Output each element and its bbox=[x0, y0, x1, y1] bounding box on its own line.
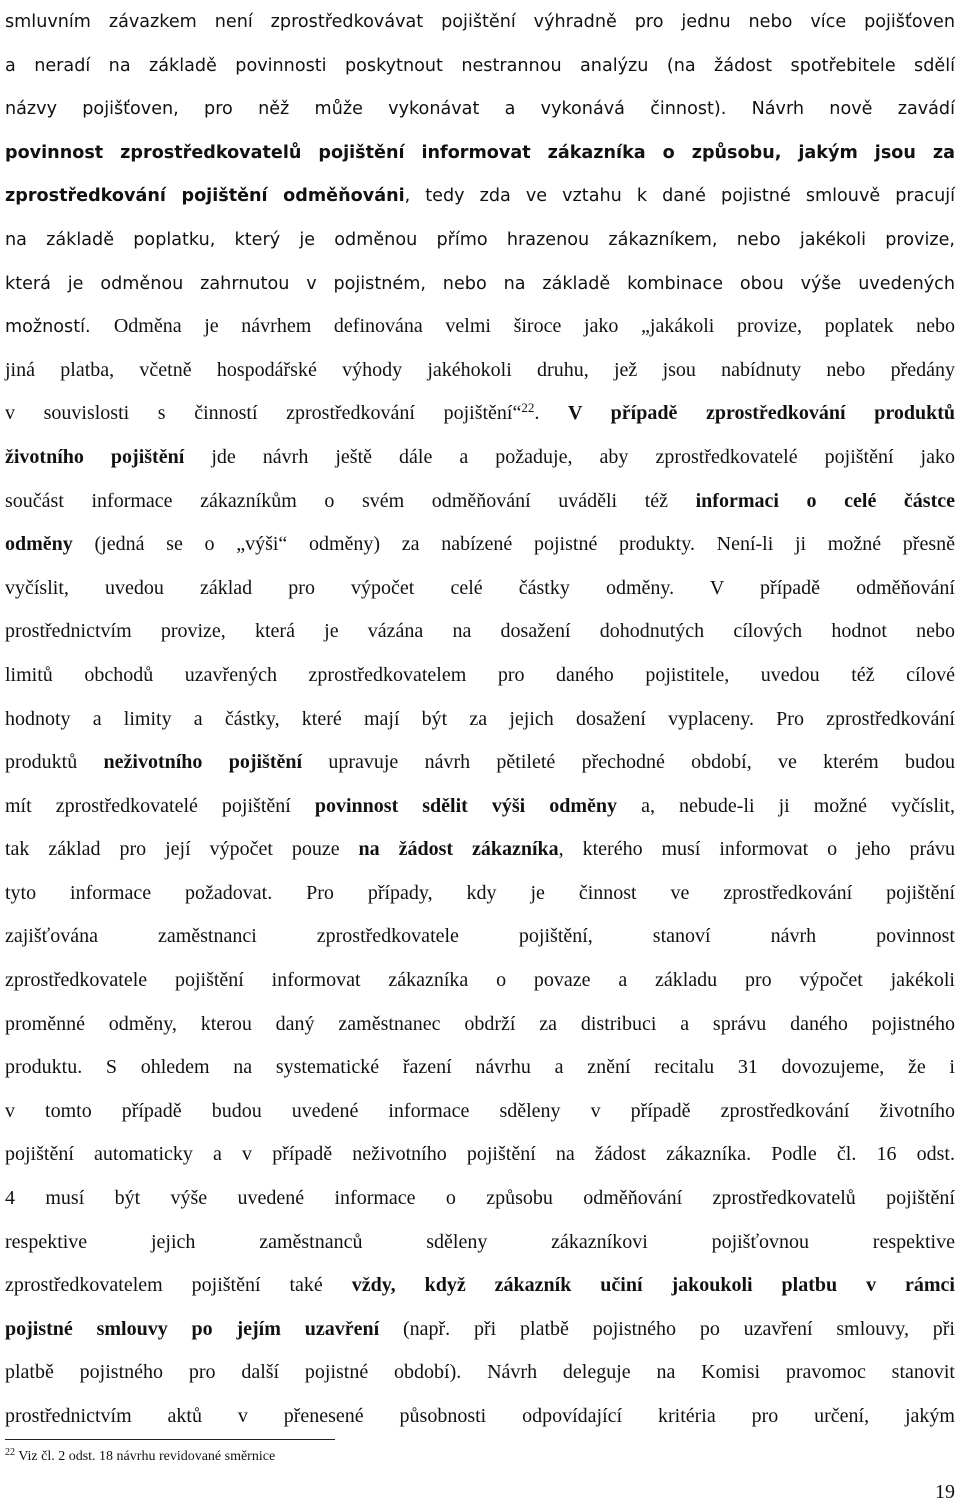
text-line bbox=[5, 1090, 955, 1134]
text-run: , tedy zda ve vztahu k dané pojistné smlouvě pracují bbox=[404, 186, 956, 207]
text-line bbox=[5, 872, 955, 916]
footnote bbox=[5, 1448, 275, 1466]
text-run: (např. při platbě pojistného po uzavření smlouvy, při bbox=[379, 1317, 955, 1340]
footnote-marker: 22 bbox=[5, 1447, 15, 1458]
text-line bbox=[5, 44, 955, 88]
text-line bbox=[5, 1133, 955, 1177]
body-text bbox=[5, 0, 955, 1439]
text-run: respektive jejich zaměstnanců sděleny zákazníkovi pojišťovnou respektive bbox=[5, 1230, 955, 1253]
text-line bbox=[5, 131, 955, 175]
bold-text: pojistné smlouvy po jejím uzavření bbox=[5, 1317, 380, 1340]
text-run: v souvislosti s činností zprostředkování pojištění“ bbox=[5, 402, 522, 425]
footnote-separator bbox=[5, 1439, 335, 1440]
text-run: která je odměnou zahrnutou v pojistném, nebo na základě kombinace obou výše uvedených bbox=[5, 273, 955, 294]
text-line bbox=[5, 741, 955, 785]
text-run: prostřednictvím provize, která je vázána na dosažení dohodnutých cílových hodnot nebo bbox=[5, 620, 955, 643]
text-line bbox=[5, 305, 955, 349]
text-run: možností. bbox=[5, 317, 114, 338]
bold-text: V případě zprostředkování produktů bbox=[567, 402, 955, 425]
text-run: na základě poplatku, který je odměnou přímo hrazenou zákazníkem, nebo jakékoli provize, bbox=[5, 229, 955, 250]
text-line bbox=[5, 1395, 955, 1439]
text-run: zprostředkovatele pojištění informovat zákazníka o povaze a základu pro výpočet jakékoli bbox=[5, 969, 955, 992]
text-run: smluvním závazkem není zprostředkovávat pojištění výhradně pro jednu nebo více pojišťoven bbox=[5, 12, 955, 32]
text-run: proměnné odměny, kterou daný zaměstnanec obdrží za distribuci a správu daného pojistného bbox=[5, 1012, 955, 1035]
text-line bbox=[5, 392, 955, 436]
text-run: (jedná se o „výši“ odměny) za nabízené pojistné produkty. Není-li ji možné přesně bbox=[72, 533, 955, 556]
bold-text: životního pojištění bbox=[5, 445, 185, 468]
text-run: zajišťována zaměstnanci zprostředkovatele pojištění, stanoví návrh povinnost bbox=[5, 925, 955, 948]
text-line bbox=[5, 959, 955, 1003]
text-line bbox=[5, 1177, 955, 1221]
text-run: názvy pojišťoven, pro něž může vykonávat a vykonává činnost). Návrh nově zavádí bbox=[5, 99, 955, 120]
text-run: a neradí na základě povinnosti poskytnout nestrannou analýzu (na žádost spotřebitele sdělí bbox=[5, 55, 955, 76]
text-line bbox=[5, 480, 955, 524]
text-line bbox=[5, 523, 955, 567]
text-line bbox=[5, 1003, 955, 1047]
text-line bbox=[5, 1351, 955, 1395]
text-line bbox=[5, 654, 955, 698]
bold-text: na žádost zákazníka bbox=[358, 838, 559, 861]
text-run: zprostředkovatelem pojištění také bbox=[5, 1274, 352, 1297]
text-line bbox=[5, 785, 955, 829]
text-line bbox=[5, 1046, 955, 1090]
text-run: 4 musí být výše uvedené informace o způsobu odměňování zprostředkovatelů pojištění bbox=[5, 1187, 955, 1210]
text-run: , kterého musí informovat o jeho právu bbox=[558, 838, 955, 861]
page-number: 19 bbox=[935, 1481, 955, 1503]
bold-text: neživotního pojištění bbox=[103, 751, 303, 774]
text-line bbox=[5, 567, 955, 611]
text-line bbox=[5, 174, 955, 218]
text-run: v tomto případě budou uvedené informace sděleny v případě zprostředkování životního bbox=[5, 1099, 955, 1122]
text-line bbox=[5, 915, 955, 959]
text-line bbox=[5, 262, 955, 306]
text-run: vyčíslit, uvedou základ pro výpočet celé částky odměny. V případě odměňování bbox=[5, 576, 955, 599]
text-run: pojištění automaticky a v případě neživotního pojištění na žádost zákazníka. Podle čl. 16 odst. bbox=[5, 1143, 955, 1166]
text-run: produktů bbox=[5, 751, 104, 774]
footnote-text: Viz čl. 2 odst. 18 návrhu revidované směrnice bbox=[15, 1449, 276, 1464]
text-line bbox=[5, 828, 955, 872]
text-run: mít zprostředkovatelé pojištění bbox=[5, 794, 315, 817]
text-run: tyto informace požadovat. Pro případy, kdy je činnost ve zprostředkování pojištění bbox=[5, 881, 955, 904]
text-run: hodnoty a limity a částky, které mají být za jejich dosažení vyplaceny. Pro zprostředkování bbox=[5, 707, 955, 730]
text-line bbox=[5, 1308, 955, 1352]
text-run: Odměna je návrhem definována velmi široce jako „jakákoli provize, poplatek nebo bbox=[113, 315, 955, 338]
text-run: upravuje návrh pětileté přechodné období, ve kterém budou bbox=[302, 751, 955, 774]
text-line bbox=[5, 0, 955, 44]
text-run: . bbox=[534, 402, 568, 425]
text-run: produktu. S ohledem na systematické řazení návrhu a znění recitalu 31 dovozujeme, že i bbox=[5, 1056, 955, 1079]
text-line bbox=[5, 1264, 955, 1308]
footnote-reference: 22 bbox=[521, 400, 535, 416]
text-run: součást informace zákazníkům o svém odměňování uváděli též bbox=[5, 489, 696, 512]
text-line bbox=[5, 698, 955, 742]
text-line bbox=[5, 218, 955, 262]
text-run: jiná platba, včetně hospodářské výhody jakéhokoli druhu, jež jsou nabídnuty nebo předány bbox=[5, 358, 955, 381]
text-run: platbě pojistného pro další pojistné období). Návrh deleguje na Komisi pravomoc stanovit bbox=[5, 1361, 955, 1384]
text-run: a, nebude-li ji možné vyčíslit, bbox=[617, 794, 955, 817]
bold-text: odměny bbox=[5, 533, 73, 556]
text-run: prostřednictvím aktů v přenesené působnosti odpovídající kritéria pro určení, jakým bbox=[5, 1405, 955, 1427]
bold-text: vždy, když zákazník učiní jakoukoli platbu v rámci bbox=[351, 1274, 955, 1297]
text-run: jde návrh ještě dále a požaduje, aby zprostředkovatelé pojištění jako bbox=[184, 445, 955, 468]
text-line bbox=[5, 87, 955, 131]
text-line bbox=[5, 610, 955, 654]
text-line bbox=[5, 349, 955, 393]
text-run: tak základ pro její výpočet pouze bbox=[5, 838, 359, 861]
text-run: povinnost zprostředkovatelů pojištění informovat zákazníka o způsobu, jakým jsou za bbox=[5, 142, 955, 163]
text-line bbox=[5, 1221, 955, 1265]
text-line bbox=[5, 436, 955, 480]
bold-text: povinnost sdělit výši odměny bbox=[314, 794, 618, 817]
text-run: zprostředkování pojištění odměňováni bbox=[5, 186, 405, 207]
bold-text: informaci o celé částce bbox=[695, 489, 955, 512]
text-run: limitů obchodů uzavřených zprostředkovatelem pro daného pojistitele, uvedou též cílové bbox=[5, 663, 955, 686]
